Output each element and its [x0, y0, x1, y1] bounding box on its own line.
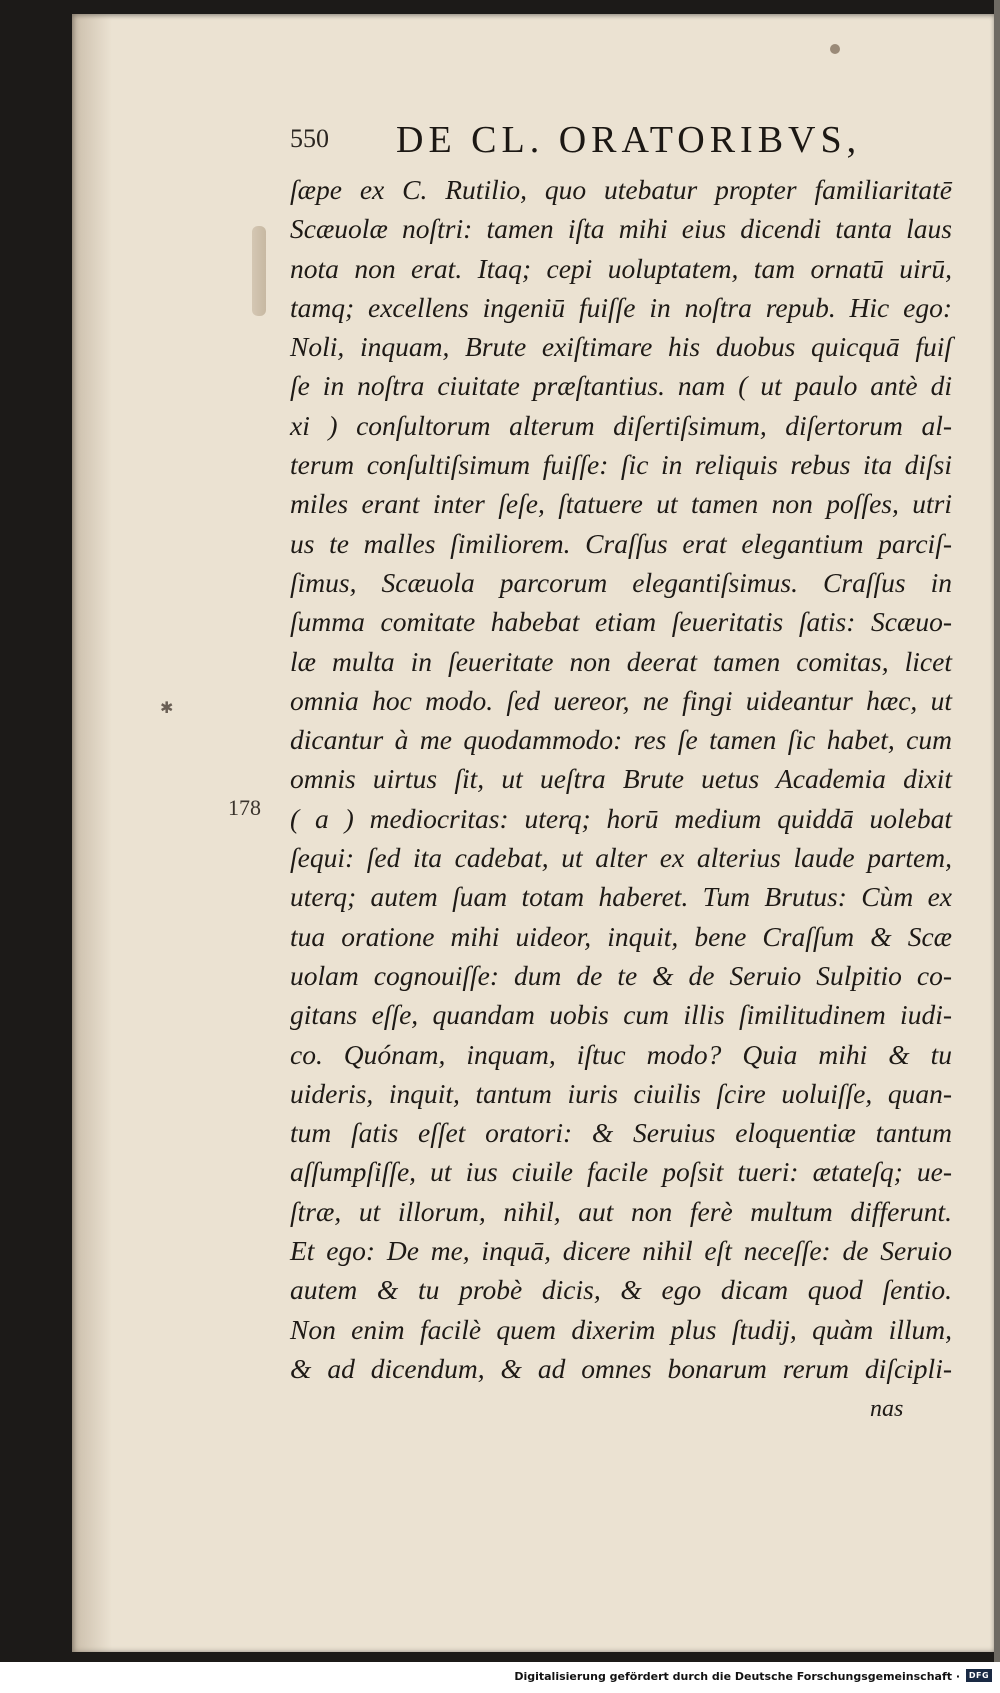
- text-line: tum ſatis eſſet oratori: & Seruius eloquentiæ tantum: [290, 1117, 952, 1149]
- dfg-logo: DFG: [966, 1669, 992, 1682]
- text-line: ſtræ, ut illorum, nihil, aut non ferè multum differunt.: [290, 1195, 952, 1227]
- margin-asterisk-mark: ✱: [160, 698, 174, 717]
- text-line: ſumma comitate habebat etiam ſeueritatis ſatis: Scæuo-: [290, 606, 952, 638]
- text-line: omnis uirtus ſit, ut ueſtra Brute uetus Academia dixit: [290, 763, 952, 795]
- page-number: 550: [290, 124, 329, 153]
- text-line: gitans eſſe, quandam uobis cum illis ſimilitudinem iudi-: [290, 999, 952, 1031]
- margin-number: 178: [228, 795, 261, 820]
- text-line: tamq; excellens ingeniū fuiſſe in noſtra repub. Hic ego:: [290, 291, 952, 323]
- text-line: Et ego: De me, inquā, dicere nihil eſt neceſſe: de Seruio: [290, 1235, 952, 1267]
- text-line: aſſumpſiſſe, ut ius ciuile facile poſsit tueri: ætateſq; ue-: [290, 1156, 952, 1188]
- text-line: ſe in noſtra ciuitate præſtantius. nam ( ut paulo antè di: [290, 370, 952, 402]
- text-line: omnia hoc modo. ſed uereor, ne fingi uideantur hæc, ut: [290, 684, 952, 716]
- text-line: ( a ) mediocritas: uterq; horū medium quiddā uolebat: [290, 802, 952, 834]
- text-line: Noli, inquam, Brute exiſtimare his duobus quicquā fuiſ: [290, 331, 952, 363]
- scan-edge: [994, 0, 1000, 1662]
- catchword: nas: [870, 1396, 904, 1422]
- text-line: ſæpe ex C. Rutilio, quo utebatur propter familiaritatē: [290, 174, 952, 205]
- gutter-shadow: [72, 14, 112, 1652]
- paper-tear-mark: [252, 226, 266, 316]
- text-line: autem & tu probè dicis, & ego dicam quod ſentio.: [290, 1274, 952, 1306]
- text-line: miles erant inter ſeſe, ſtatuere ut tamen non poſſes, utri: [290, 488, 952, 520]
- text-line: uolam cognouiſſe: dum de te & de Seruio Sulpitio co-: [290, 959, 952, 991]
- text-line: terum conſultiſsimum fuiſſe: ſic in reliquis rebus ita diſsi: [290, 449, 952, 481]
- funding-credit: Digitalisierung gefördert durch die Deutsche Forschungsgemeinschaft ·: [514, 1670, 960, 1683]
- text-line: Non enim facilè quem dixerim plus ſtudij, quàm illum,: [290, 1313, 952, 1345]
- body-text: [290, 170, 952, 1388]
- text-line: & ad dicendum, & ad omnes bonarum rerum diſcipli-: [290, 1352, 952, 1384]
- text-line: læ multa in ſeueritate non deerat tamen comitas, licet: [290, 645, 952, 677]
- digitization-footer: [0, 1662, 1000, 1693]
- text-line: xi ) conſultorum alterum diſertiſsimum, diſertorum al-: [290, 409, 952, 441]
- text-line: nota non erat. Itaq; cepi uoluptatem, tam ornatū uirū,: [290, 252, 952, 284]
- text-line: Scæuolæ noſtri: tamen iſta mihi eius dicendi tanta laus: [290, 213, 952, 245]
- text-line: tua oratione mihi uideor, inquit, bene Craſſum & Scæ: [290, 920, 952, 952]
- running-title: DE CL. ORATORIBVS,: [396, 119, 862, 161]
- text-line: ſimus, Scæuola parcorum elegantiſsimus. Craſſus in: [290, 566, 952, 598]
- text-line: co. Quónam, inquam, iſtuc modo? Quia mihi & tu: [290, 1038, 952, 1070]
- paper-stain: [830, 44, 840, 54]
- text-line: uideris, inquit, tantum iuris ciuilis ſcire uoluiſſe, quan-: [290, 1077, 952, 1109]
- text-line: uterq; autem ſuam totam haberet. Tum Brutus: Cùm ex: [290, 881, 952, 913]
- page-header: [290, 118, 950, 166]
- text-line: dicantur à me quodammodo: res ſe tamen ſic habet, cum: [290, 724, 952, 756]
- text-line: us te malles ſimiliorem. Craſſus erat elegantium parciſ-: [290, 527, 952, 559]
- text-line: ſequi: ſed ita cadebat, ut alter ex alterius laude partem,: [290, 842, 952, 874]
